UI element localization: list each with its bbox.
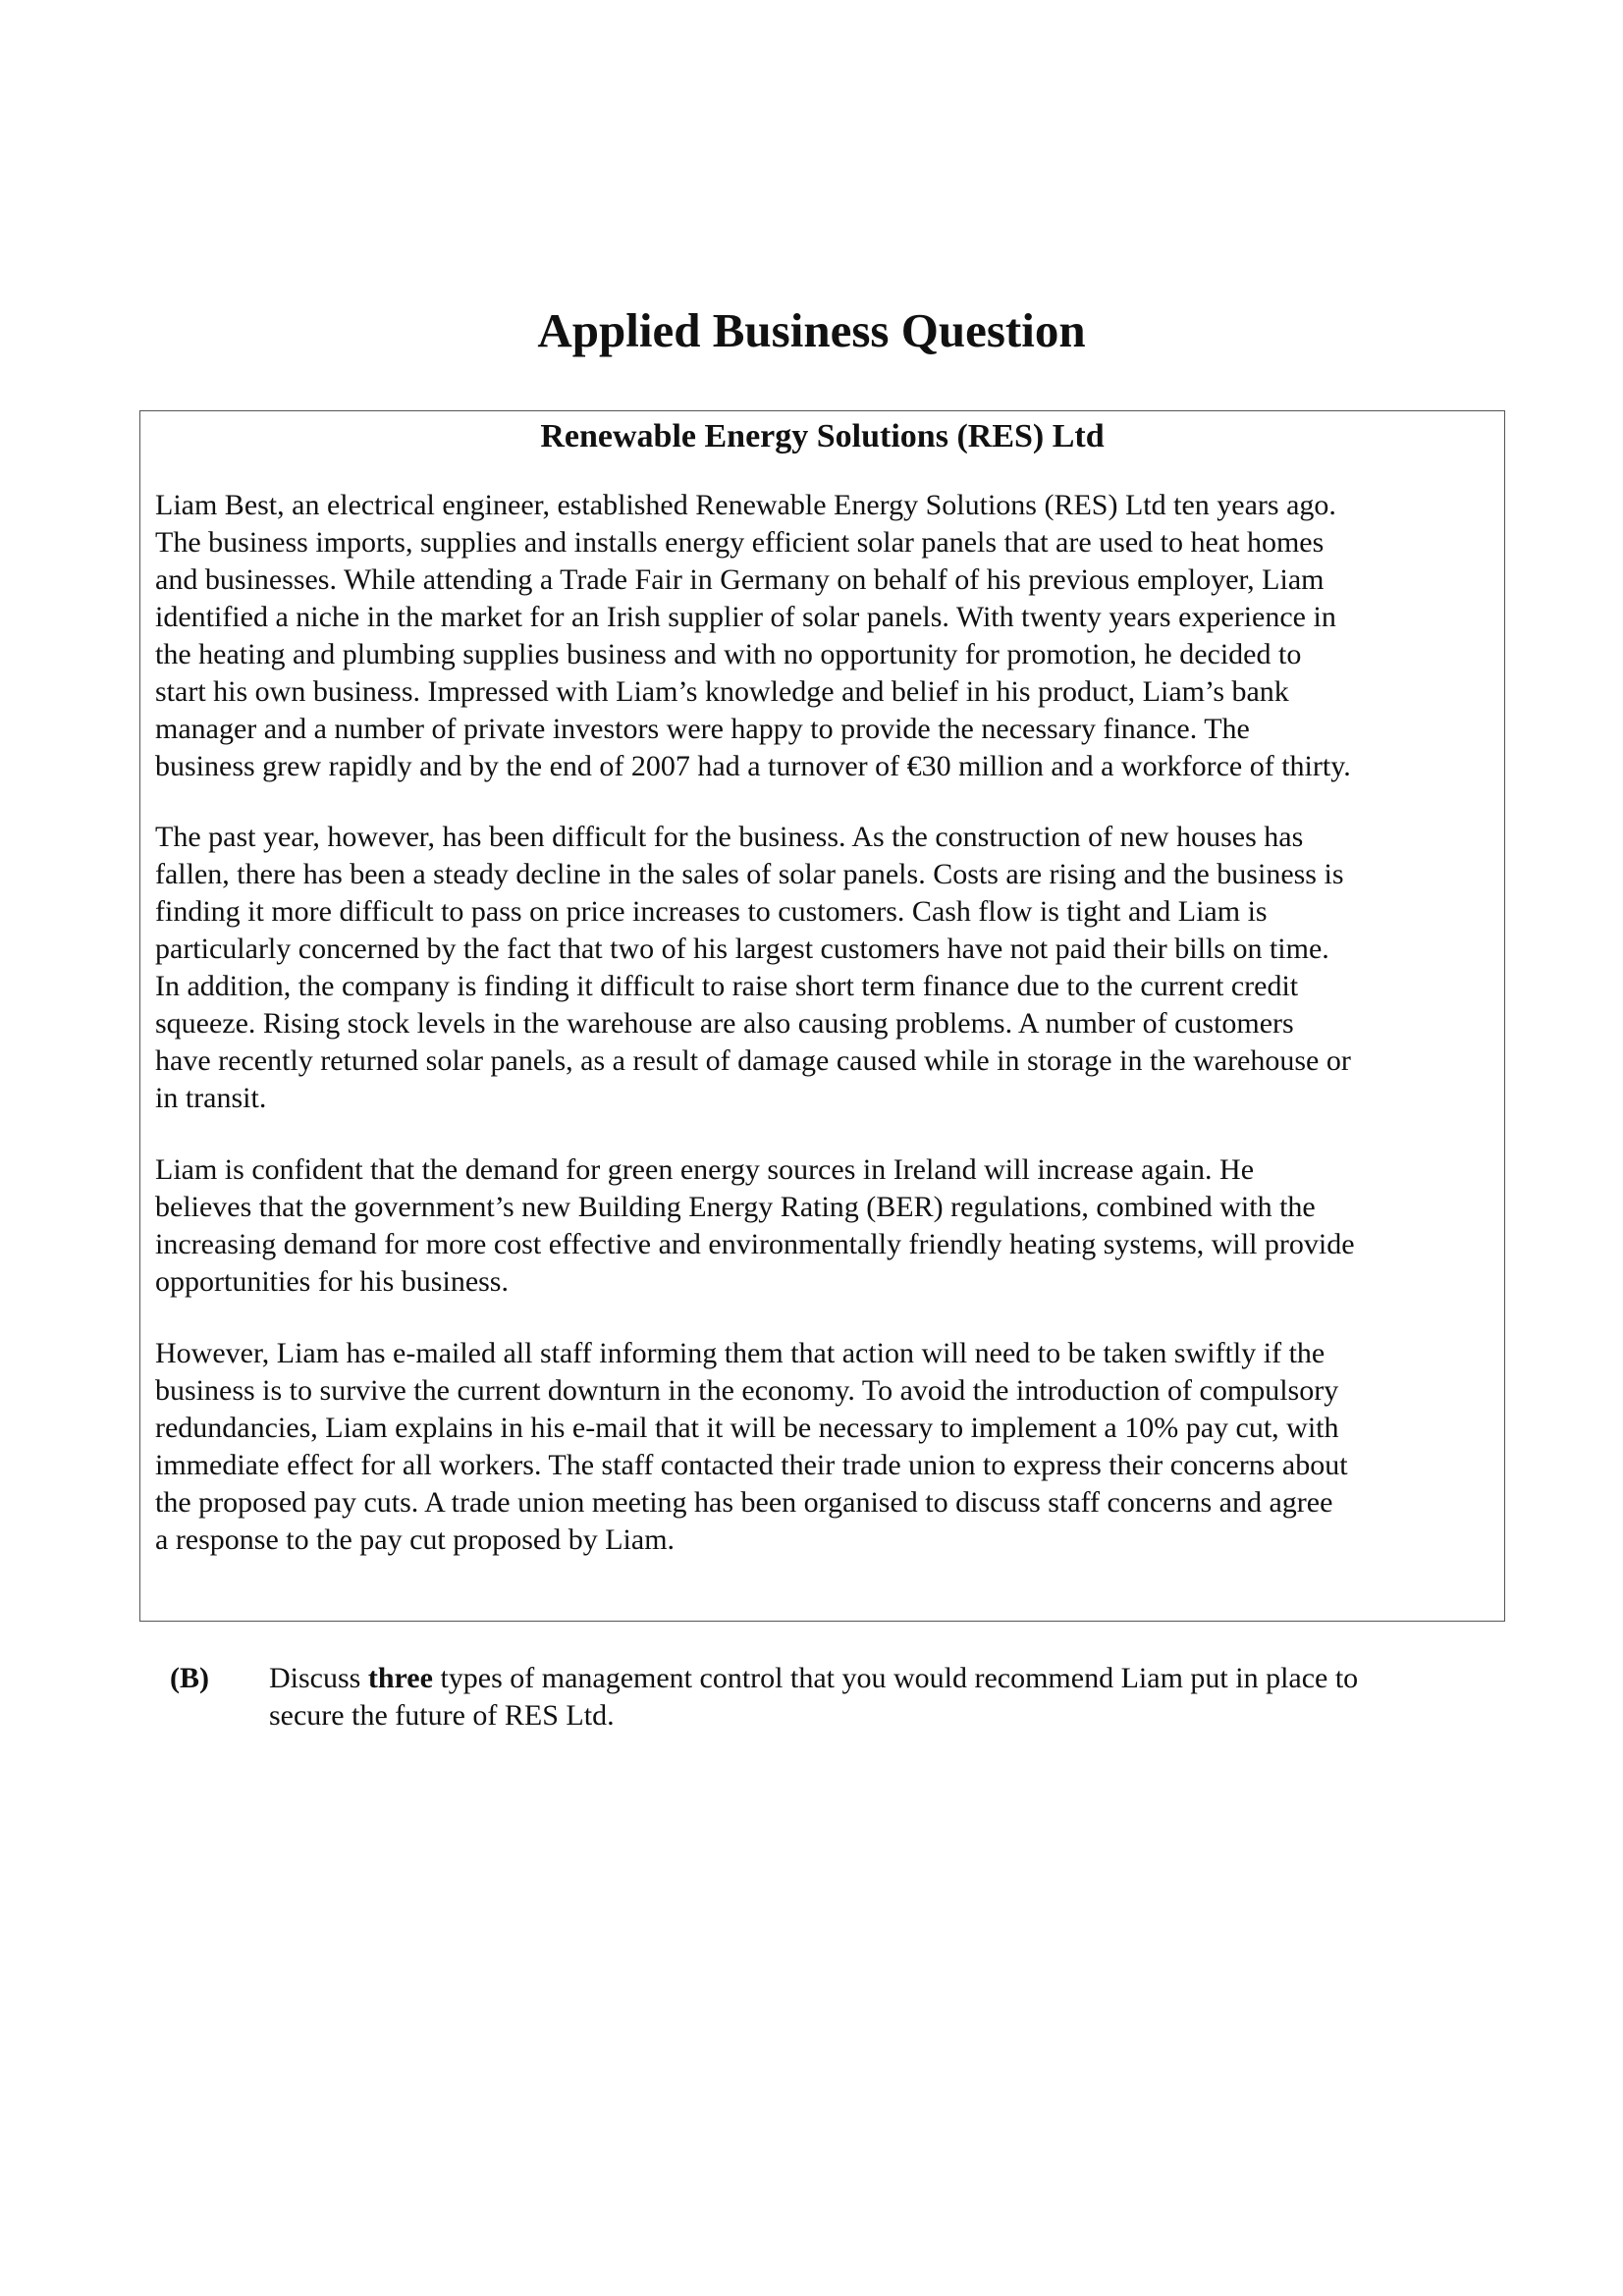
paragraph-line: fallen, there has been a steady decline in the sales of solar panels. Costs are rising and the business is: [155, 858, 1344, 890]
paragraph-line: However, Liam has e-mailed all staff informing them that action will need to be taken swiftly if the: [155, 1337, 1325, 1369]
paragraph-line: Liam Best, an electrical engineer, established Renewable Energy Solutions (RES) Ltd ten years ago.: [155, 489, 1336, 521]
paragraph-line: The business imports, supplies and installs energy efficient solar panels that are used to heat homes: [155, 526, 1325, 559]
paragraph-line: believes that the government’s new Building Energy Rating (BER) regulations, combined with the: [155, 1191, 1316, 1223]
paragraph-line: opportunities for his business.: [155, 1265, 509, 1298]
question-line: [269, 1660, 1506, 1697]
question-text: [269, 1660, 1506, 1735]
paragraph-line: identified a niche in the market for an Irish supplier of solar panels. With twenty years experience in: [155, 601, 1336, 633]
paragraph-line: business grew rapidly and by the end of 2007 had a turnover of €30 million and a workforce of thirty.: [155, 750, 1351, 782]
question-text-part: Discuss: [269, 1662, 368, 1694]
paragraph-line: start his own business. Impressed with Liam’s knowledge and belief in his product, Liam’s bank: [155, 675, 1289, 708]
page-title: Applied Business Question: [537, 303, 1086, 357]
paragraph-line: a response to the pay cut proposed by Liam.: [155, 1523, 676, 1556]
paragraph-line: squeeze. Rising stock levels in the warehouse are also causing problems. A number of customers: [155, 1007, 1294, 1040]
case-paragraph-3: [155, 1151, 1502, 1301]
question-label: (B): [170, 1662, 209, 1694]
paragraph-line: the proposed pay cuts. A trade union meeting has been organised to discuss staff concerns and agree: [155, 1486, 1333, 1519]
paragraph-line: particularly concerned by the fact that two of his largest customers have not paid their bills on time.: [155, 933, 1329, 965]
question-text-part: types of management control that you would recommend Liam put in place to: [432, 1662, 1359, 1694]
paragraph-line: the heating and plumbing supplies business and with no opportunity for promotion, he decided to: [155, 638, 1302, 670]
case-paragraph-2: [155, 819, 1502, 1117]
paragraph-line: finding it more difficult to pass on price increases to customers. Cash flow is tight and Liam is: [155, 895, 1268, 928]
question-line: secure the future of RES Ltd.: [269, 1699, 615, 1732]
case-study-title: Renewable Energy Solutions (RES) Ltd: [540, 418, 1105, 454]
paragraph-line: business is to survive the current downturn in the economy. To avoid the introduction of compulsory: [155, 1374, 1339, 1407]
paragraph-line: Liam is confident that the demand for green energy sources in Ireland will increase again. He: [155, 1153, 1255, 1186]
paragraph-line: increasing demand for more cost effective and environmentally friendly heating systems, will provide: [155, 1228, 1355, 1260]
question-emphasis: three: [367, 1662, 433, 1694]
case-paragraph-4: [155, 1335, 1502, 1559]
paragraph-line: redundancies, Liam explains in his e-mail that it will be necessary to implement a 10% pay cut, with: [155, 1412, 1339, 1444]
paragraph-line: and businesses. While attending a Trade Fair in Germany on behalf of his previous employer, Liam: [155, 563, 1325, 596]
paragraph-line: have recently returned solar panels, as a result of damage caused while in storage in the warehouse or: [155, 1044, 1351, 1077]
paragraph-line: immediate effect for all workers. The staff contacted their trade union to express their concerns about: [155, 1449, 1348, 1481]
case-paragraph-1: [155, 487, 1502, 785]
paragraph-line: in transit.: [155, 1082, 267, 1114]
paragraph-line: The past year, however, has been difficult for the business. As the construction of new houses has: [155, 821, 1304, 853]
paragraph-line: In addition, the company is finding it difficult to raise short term finance due to the current credit: [155, 970, 1299, 1002]
paragraph-line: manager and a number of private investors were happy to provide the necessary finance. The: [155, 713, 1250, 745]
